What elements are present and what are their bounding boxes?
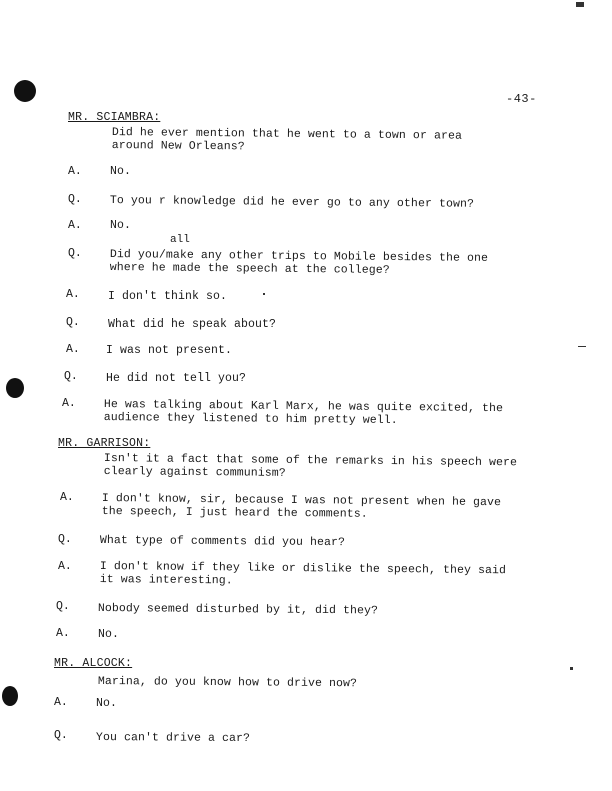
answer-label: A. (66, 343, 80, 356)
answer-text: No. (110, 219, 132, 232)
question-text: What type of comments did you hear? (99, 534, 346, 550)
question-label: Q. (56, 600, 70, 613)
question-text: Marina, do you know how to drive now? (97, 675, 358, 691)
answer-label: A. (62, 397, 76, 410)
answer-label: A. (66, 288, 80, 301)
answer-label: A. (68, 219, 82, 232)
answer-label: A. (56, 627, 70, 640)
answer-text: I don't know if they like or dislike the speech, they said it was interesting. (99, 560, 507, 588)
scan-mark (578, 346, 586, 347)
speaker-heading-alcock: MR. ALCOCK: (54, 657, 133, 670)
question-text: Nobody seemed disturbed by it, did they? (97, 602, 379, 618)
question-text: He did not tell you? (106, 372, 247, 385)
answer-text: I was not present. (106, 344, 233, 357)
binder-hole-bottom (2, 686, 18, 706)
speaker-heading-sciambra: MR. SCIAMBRA: (68, 111, 161, 124)
answer-text: He was talking about Karl Marx, he was quite excited, the audience they listened to him pretty well. (103, 398, 504, 428)
question-label: Q. (68, 193, 82, 206)
question-text: What did he speak about? (108, 318, 277, 331)
question-label: Q. (64, 370, 78, 383)
speaker-heading-garrison: MR. GARRISON: (58, 437, 151, 450)
answer-text: No. (110, 165, 132, 178)
question-text: Did you/make any other trips to Mobile besides the one where he made the speech at the college? (109, 248, 489, 277)
answer-label: A. (58, 560, 72, 573)
question-label: Q. (58, 533, 72, 546)
question-label: Q. (66, 316, 80, 329)
binder-hole-top (14, 80, 36, 102)
handwritten-insertion: all (170, 234, 190, 246)
answer-label: A. (68, 165, 82, 178)
binder-hole-middle (6, 378, 24, 398)
question-label: Q. (68, 247, 82, 260)
question-label: Q. (54, 729, 68, 742)
answer-text: I don't think so. (108, 290, 228, 303)
answer-text: I don't know, sir, because I was not present when he gave the speech, I just heard the comments. (101, 492, 502, 521)
question-text: You can't drive a car? (95, 731, 251, 746)
question-text: Isn't it a fact that some of the remarks in his speech were clearly against communism? (103, 452, 518, 480)
scan-mark (576, 2, 584, 7)
question-text: Did he ever mention that he went to a town or area around New Orleans? (111, 126, 463, 154)
answer-label: A. (54, 696, 68, 709)
answer-label: A. (60, 491, 74, 504)
answer-text: No. (98, 628, 120, 641)
question-text: To you r knowledge did he ever go to any other town? (109, 194, 475, 211)
scan-mark (570, 667, 573, 670)
scan-mark (263, 293, 265, 295)
answer-text: No. (96, 697, 118, 710)
page-number: -43- (506, 92, 537, 106)
